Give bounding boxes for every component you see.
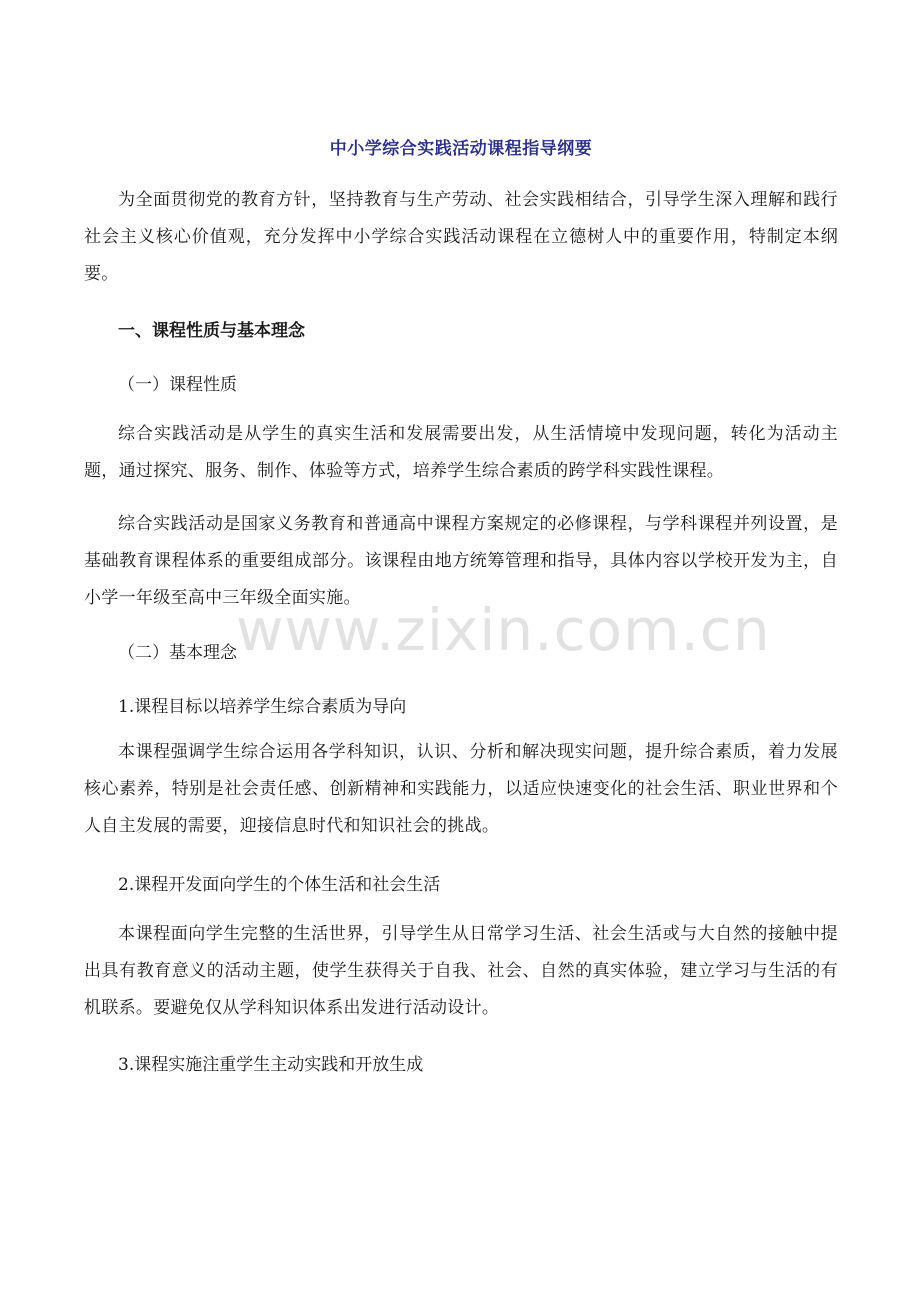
subsection-heading-concept: （二）基本理念 [118,643,237,663]
document-title: 中小学综合实践活动课程指导纲要 [329,139,593,159]
item-heading-2: 2.课程开发面向学生的个体生活和社会生活 [118,875,441,895]
item-paragraph-2: 本课程面向学生完整的生活世界，引导学生从日常学习生活、社会生活或与大自然的接触中提出具有教育意义的活动主题，使学生获得关于自我、社会、自然的真实体验，建立学习与生活的有机联系。要避免仅从学科知识体系出发进行活动设计。 [84,924,838,1018]
item-heading-3: 3.课程实施注重学生主动实践和开放生成 [118,1055,424,1075]
section-heading-1: 一、课程性质与基本理念 [118,321,305,341]
intro-paragraph: 为全面贯彻党的教育方针，坚持教育与生产劳动、社会实践相结合，引导学生深入理解和践行社会主义核心价值观，充分发挥中小学综合实践活动课程在立德树人中的重要作用，特制定本纲要。 [84,190,838,284]
watermark-text: www.zixin.com.cn [236,596,771,664]
item-heading-1: 1.课程目标以培养学生综合素质为导向 [118,697,407,717]
paragraph-nature-1: 综合实践活动是从学生的真实生活和发展需要出发，从生活情境中发现问题，转化为活动主题，通过探究、服务、制作、体验等方式，培养学生综合素质的跨学科实践性课程。 [84,424,838,481]
subsection-heading-nature: （一）课程性质 [118,375,237,395]
item-paragraph-1: 本课程强调学生综合运用各学科知识，认识、分析和解决现实问题，提升综合素质，着力发展核心素养，特别是社会责任感、创新精神和实践能力，以适应快速变化的社会生活、职业世界和个人自主发展的需要，迎接信息时代和知识社会的挑战。 [84,742,838,836]
paragraph-nature-2: 综合实践活动是国家义务教育和普通高中课程方案规定的必修课程，与学科课程并列设置，是基础教育课程体系的重要组成部分。该课程由地方统筹管理和指导，具体内容以学校开发为主，自小学一年级至高中三年级全面实施。 [84,514,838,608]
